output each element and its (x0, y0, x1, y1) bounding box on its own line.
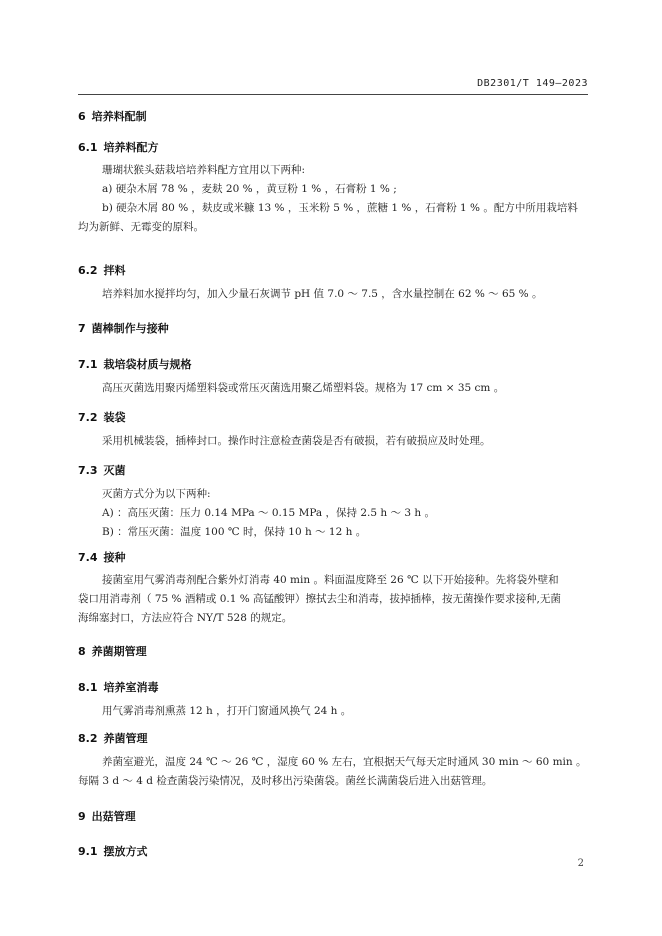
section-title: 养菌管理 (103, 732, 148, 745)
paragraph-line: 高压灭菌选用聚丙烯塑料袋或常压灭菌选用聚乙烯塑料袋。规格为 17 cm × 35 cm 。 (102, 382, 505, 394)
section-7-2-heading (78, 409, 126, 425)
section-number: 7 (78, 322, 86, 335)
list-item: A) ：高压灭菌：压力 0.14 MPa ～ 0.15 MPa ，保持 2.5 h ～ 3 h 。 (102, 507, 435, 519)
header-rule (78, 94, 588, 95)
section-title: 培养料配制 (91, 110, 147, 123)
section-title: 养菌期管理 (91, 645, 147, 658)
section-title: 装袋 (103, 411, 126, 424)
section-number: 8.1 (78, 681, 98, 694)
section-title: 栽培袋材质与规格 (103, 358, 192, 371)
section-7-4-body (78, 571, 588, 628)
section-number: 8 (78, 645, 86, 658)
paragraph-line: 用气雾消毒剂熏蒸 12 h ，打开门窗通风换气 24 h 。 (102, 705, 352, 717)
paragraph-line: 灭菌方式分为以下两种: (102, 488, 211, 500)
section-number: 6 (78, 110, 86, 123)
section-6-1-body (78, 161, 588, 237)
section-number: 7.4 (78, 551, 98, 564)
section-number: 9 (78, 810, 86, 823)
document-code: DB2301/T 149—2023 (477, 78, 588, 89)
list-item: b) 硬杂木屑 80 % ，麸皮或米糠 13 % ，玉米粉 5 % ，蔗糖 1 % ，石膏粉 1 % 。配方中所用栽培料 (102, 202, 578, 214)
section-7-heading (78, 320, 169, 336)
section-7-3-body (78, 485, 588, 542)
section-8-2-heading (78, 730, 148, 746)
section-title: 拌料 (103, 264, 126, 277)
paragraph-line: 珊瑚状猴头菇栽培培养料配方宜用以下两种: (102, 164, 306, 176)
section-7-3-heading (78, 462, 126, 478)
section-7-4-heading (78, 549, 126, 565)
page-number: 2 (577, 858, 584, 869)
paragraph-line: 接菌室用气雾消毒剂配合紫外灯消毒 40 min 。料面温度降至 26 ℃ 以下开始接种。先将袋外壁和 (102, 574, 559, 586)
section-title: 培养料配方 (103, 141, 159, 154)
section-8-1-heading (78, 679, 159, 695)
paragraph-line: 养菌室避光，温度 24 ℃ ～ 26 ℃ ，湿度 60 % 左右，宜根据天气每天定时通风 30 min ～ 60 min 。 (102, 756, 587, 768)
section-6-heading (78, 108, 147, 124)
section-9-1-heading (78, 843, 148, 859)
section-number: 7.3 (78, 464, 98, 477)
section-6-2-body (78, 285, 588, 304)
section-number: 6.1 (78, 141, 98, 154)
section-number: 7.2 (78, 411, 98, 424)
section-8-heading (78, 643, 147, 659)
section-title: 灭菌 (103, 464, 126, 477)
paragraph-line: 袋口用消毒剂（ 75 % 酒精或 0.1 % 高锰酸钾）擦拭去尘和消毒，拔掉插棒，按无菌操作要求接种,无菌 (78, 593, 561, 605)
section-9-heading (78, 808, 136, 824)
section-7-1-body (78, 379, 588, 398)
section-7-1-heading (78, 356, 192, 372)
section-6-1-heading (78, 139, 159, 155)
section-title: 摆放方式 (103, 845, 148, 858)
paragraph-line: 海绵塞封口，方法应符合 NY/T 528 的规定。 (78, 612, 293, 624)
section-number: 6.2 (78, 264, 98, 277)
section-6-2-heading (78, 262, 126, 278)
section-7-2-body (78, 432, 588, 451)
paragraph-line: 每隔 3 d ～ 4 d 检查菌袋污染情况，及时移出污染菌袋。菌丝长满菌袋后进入出菇管理。 (78, 775, 493, 787)
section-number: 8.2 (78, 732, 98, 745)
paragraph-line: 均为新鲜、无霉变的原料。 (78, 221, 204, 233)
section-8-2-body (78, 753, 588, 791)
section-title: 出菇管理 (91, 810, 136, 823)
list-item: B) ：常压灭菌：温度 100 ℃ 时，保持 10 h ～ 12 h 。 (102, 526, 367, 538)
section-8-1-body (78, 702, 588, 721)
paragraph-line: 采用机械装袋，插棒封口。操作时注意检查菌袋是否有破损，若有破损应及时处理。 (102, 435, 491, 447)
paragraph-line: 培养料加水搅拌均匀，加入少量石灰调节 pH 值 7.0 ～ 7.5 ，含水量控制在 62 % ～ 65 % 。 (102, 288, 543, 300)
list-item: a) 硬杂木屑 78 % ，麦麸 20 % ，黄豆粉 1 % ，石膏粉 1 % ; (102, 183, 397, 195)
section-title: 接种 (103, 551, 126, 564)
section-number: 7.1 (78, 358, 98, 371)
section-title: 菌棒制作与接种 (91, 322, 169, 335)
section-title: 培养室消毒 (103, 681, 159, 694)
section-number: 9.1 (78, 845, 98, 858)
